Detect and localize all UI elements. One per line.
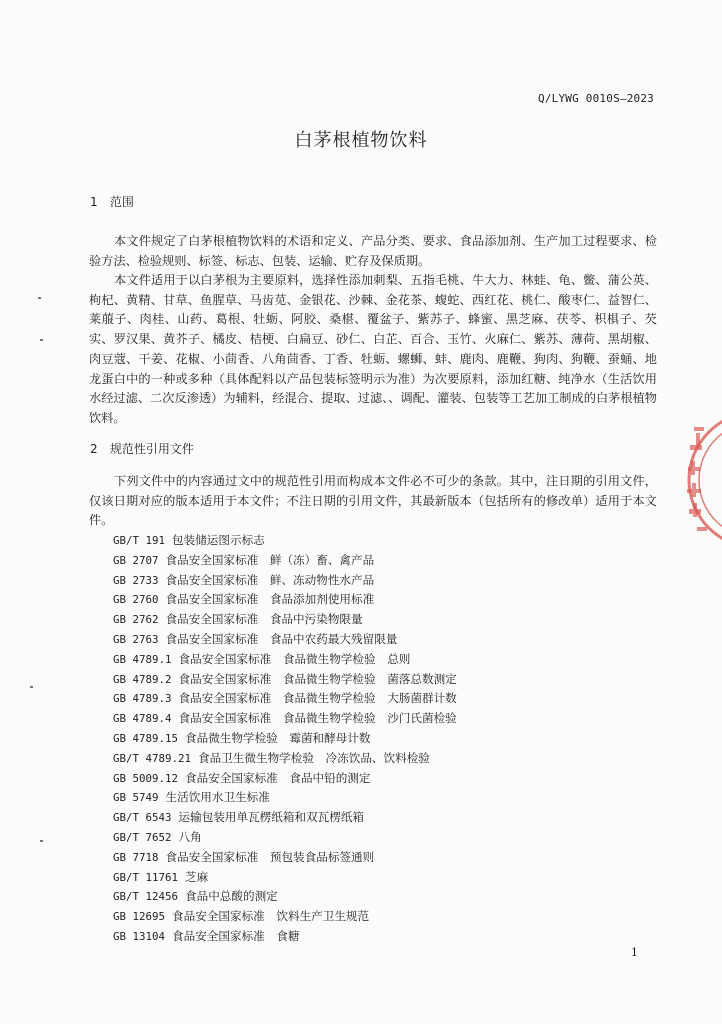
reference-item xyxy=(113,571,457,591)
reference-code: GB 2707 xyxy=(113,553,159,567)
reference-title: 食品卫生微生物学检验 冷冻饮品、饮料检验 xyxy=(198,750,430,765)
reference-title: 运输包装用单瓦楞纸箱和双瓦楞纸箱 xyxy=(178,810,365,825)
reference-title: 食品安全国家标准 食品微生物学检验 总则 xyxy=(178,651,411,666)
reference-code: GB 7718 xyxy=(113,850,159,864)
reference-item xyxy=(113,749,457,769)
reference-list xyxy=(113,531,457,947)
scope-paragraph-2: 本文件适用于以白茅根为主要原料，选择性添加刺梨、五指毛桃、牛大力、林蛙、龟、鳖、蒲公英、枸杞、黄精、甘草、鱼腥草、马齿苋、金银花、沙棘、金花茶、蝮蛇、西红花、桃仁、酸枣仁、益智仁、莱菔子、肉桂、山药、葛根、牡蛎、阿胶、桑椹、覆盆子、紫苏子、蜂蜜、黑芝麻、茯苓、枳椇子、芡实、罗汉果、黄芥子、橘皮、桔梗、白扁豆、砂仁、白芷、百合、玉竹、火麻仁、紫苏、薄荷、黑胡椒、肉豆蔻、干姜、花椒、小茴香、八角茴香、丁香、牡蛎、螺蛳、蚌、鹿肉、鹿鞭、狗肉、狗鞭、蚕蛹、地龙蛋白中的一种或多种（具体配料以产品包装标签明示为准）为次要原料，添加红糖、纯净水（生活饮用水经过滤、二次反渗透）为辅料，经混合、提取、过滤、、调配、灌装、包装等工艺加工制成的白茅根植物饮料。 xyxy=(89,273,657,425)
reference-code: GB 5009.12 xyxy=(113,771,179,785)
scan-speck xyxy=(40,840,43,842)
reference-title: 食品安全国家标准 食品微生物学检验 大肠菌群计数 xyxy=(178,691,457,706)
reference-code: GB/T 7652 xyxy=(113,830,172,844)
reference-title: 生活饮用水卫生标准 xyxy=(165,790,270,805)
scan-speck xyxy=(38,297,41,299)
reference-item xyxy=(113,848,457,868)
reference-code: GB/T 6543 xyxy=(113,811,172,825)
reference-item xyxy=(113,887,457,907)
reference-title: 食品安全国家标准 食品微生物学检验 菌落总数测定 xyxy=(178,671,457,686)
scan-speck xyxy=(40,339,43,341)
reference-title: 食品安全国家标准 鲜（冻）畜、禽产品 xyxy=(165,552,375,567)
section-number: 2 xyxy=(90,442,98,456)
reference-code: GB 4789.1 xyxy=(113,652,172,666)
reference-code: GB 4789.2 xyxy=(113,672,172,686)
reference-code: GB 2762 xyxy=(113,613,159,627)
reference-item xyxy=(113,868,457,888)
scan-speck xyxy=(30,686,33,688)
reference-item xyxy=(113,907,457,927)
document-code: Q/LYWG 0010S—2023 xyxy=(538,92,654,105)
reference-code: GB 2733 xyxy=(113,573,159,587)
reference-code: GB 4789.3 xyxy=(113,692,172,706)
section-title: 规范性引用文件 xyxy=(109,442,194,456)
reference-code: GB 2760 xyxy=(113,593,159,607)
reference-item xyxy=(113,788,457,808)
reference-code: GB 13104 xyxy=(113,929,166,943)
reference-title: 食品安全国家标准 鲜、冻动物性水产品 xyxy=(165,572,375,587)
section-title: 范围 xyxy=(109,195,134,209)
reference-item xyxy=(113,729,457,749)
reference-item xyxy=(113,590,457,610)
reference-title: 包装储运图示标志 xyxy=(172,533,265,547)
reference-title: 食品安全国家标准 食品微生物学检验 沙门氏菌检验 xyxy=(178,711,457,726)
reference-title: 食品安全国家标准 饮料生产卫生规范 xyxy=(172,909,370,924)
reference-title: 食品安全国家标准 食品添加剂使用标准 xyxy=(165,592,375,607)
reference-title: 食品安全国家标准 预包装食品标签通则 xyxy=(165,849,375,864)
reference-item xyxy=(113,769,457,789)
reference-title: 八角 xyxy=(178,829,202,844)
reference-item xyxy=(113,531,457,551)
scope-paragraph-1: 本文件规定了白茅根植物饮料的术语和定义、产品分类、要求、食品添加剂、生产加工过程要求、检验方法、检验规则、标签、标志、包装、运输、贮存及保质期。 xyxy=(89,234,657,268)
reference-code: GB/T 11761 xyxy=(113,870,179,884)
page-number: 1 xyxy=(631,946,638,959)
section-heading-normative-references xyxy=(90,440,194,457)
references-intro-paragraph: 下列文件中的内容通过文中的规范性引用而构成本文件必不可少的条款。其中，注日期的引用文件，仅该日期对应的版本适用于本文件；不注日期的引用文件，其最新版本（包括所有的修改单）适用于本文件。 xyxy=(89,474,657,528)
reference-title: 食品安全国家标准 食品中农药最大残留限量 xyxy=(165,631,398,646)
reference-code: GB 2763 xyxy=(113,632,159,646)
reference-title: 食品微生物学检验 霉菌和酵母计数 xyxy=(185,730,371,745)
reference-code: GB 4789.4 xyxy=(113,712,172,726)
reference-item xyxy=(113,551,457,571)
seal-stamp xyxy=(682,405,722,555)
reference-item xyxy=(113,808,457,828)
reference-code: GB/T 191 xyxy=(113,534,166,547)
reference-item xyxy=(113,828,457,848)
reference-title: 食品安全国家标准 食糖 xyxy=(172,928,300,943)
reference-item xyxy=(113,650,457,670)
reference-code: GB 4789.15 xyxy=(113,731,179,745)
section-number: 1 xyxy=(90,195,98,209)
reference-code: GB 5749 xyxy=(113,791,159,805)
section-heading-scope xyxy=(90,193,134,210)
reference-item xyxy=(113,927,457,947)
reference-item xyxy=(113,610,457,630)
reference-title: 食品中总酸的测定 xyxy=(185,889,278,904)
reference-item xyxy=(113,689,457,709)
reference-item xyxy=(113,709,457,729)
reference-code: GB/T 4789.21 xyxy=(113,751,192,765)
reference-item xyxy=(113,630,457,650)
reference-item xyxy=(113,670,457,690)
reference-title: 食品安全国家标准 食品中污染物限量 xyxy=(165,612,363,627)
reference-code: GB/T 12456 xyxy=(113,890,179,904)
reference-title: 芝麻 xyxy=(185,869,209,884)
reference-code: GB 12695 xyxy=(113,910,166,924)
reference-title: 食品安全国家标准 食品中铅的测定 xyxy=(185,770,371,785)
page-title: 白茅根植物饮料 xyxy=(294,130,428,151)
